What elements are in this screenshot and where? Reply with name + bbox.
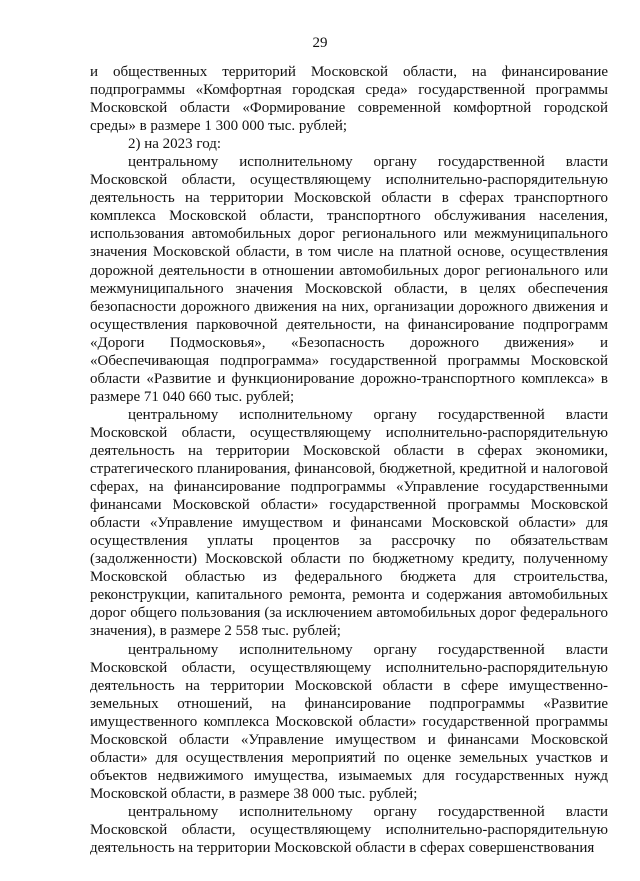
paragraph-continuation: и общественных территорий Московской области, на финансирование подпрограммы «Комфортная городская среда» государственной программы Московской области «Формирование современной комфортной городской среды» в размере 1 300 000 тыс. рублей; <box>90 64 608 135</box>
paragraph-improvement: центральному исполнительному органу государственной власти Московской области, осуществляющему исполнительно-распорядительную деятельность на территории Московской области в сферах совершенствования <box>90 803 608 857</box>
paragraph-transport: центральному исполнительному органу государственной власти Московской области, осуществляющему исполнительно-распорядительную деятельность на территории Московской области в сферах транспортного комплекса Московской области, транспортного обслуживания населения, использования автомобильных дорог регионального или межмуниципального значения Московской области, в том числе на платной основе, осуществления дорожной деятельности в отношении автомобильных дорог регионального или межмуниципального значения Московской области, в целях обеспечения безопасности дорожного движения на них, организации дорожного движения и осуществления парковочной деятельности, на финансирование подпрограмм «Дороги Подмосковья», «Безопасность дорожного движения» и «Обеспечивающая подпрограмма» государственной программы Московской области «Развитие и функционирование дорожно-транспортного комплекса» в размере 71 040 660 тыс. рублей; <box>90 154 608 405</box>
paragraph-year-heading: 2) на 2023 год: <box>128 136 222 153</box>
paragraph-property: центральному исполнительному органу государственной власти Московской области, осуществляющему исполнительно-распорядительную деятельность на территории Московской области в сфере имущественно-земельных отношений, на финансирование подпрограммы «Развитие имущественного комплекса Московской области» государственной программы Московской области «Управление имуществом и финансами Московской области» для осуществления мероприятий по оценке земельных участков и объектов недвижимого имущества, изымаемых для государственных нужд Московской области, в размере 38 000 тыс. рублей; <box>90 641 608 802</box>
page-number: 29 <box>312 35 328 51</box>
paragraph-finance: центральному исполнительному органу государственной власти Московской области, осуществляющему исполнительно-распорядительную деятельность на территории Московской области в сферах экономики, стратегического планирования, финансовой, бюджетной, кредитной и налоговой сферах, на финансирование подпрограммы «Управление государственными финансами Московской области» государственной программы Московской области «Управление имуществом и финансами Московской области» для осуществления уплаты процентов за рассрочку по обязательствам (задолженности) Московской области по бюджетному кредиту, полученному Московской областью из федерального бюджета для строительства, реконструкции, капитального ремонта, ремонта и содержания автомобильных дорог общего пользования (за исключением автомобильных дорог федерального значения), в размере 2 558 тыс. рублей; <box>90 406 608 640</box>
body-text <box>90 63 608 857</box>
